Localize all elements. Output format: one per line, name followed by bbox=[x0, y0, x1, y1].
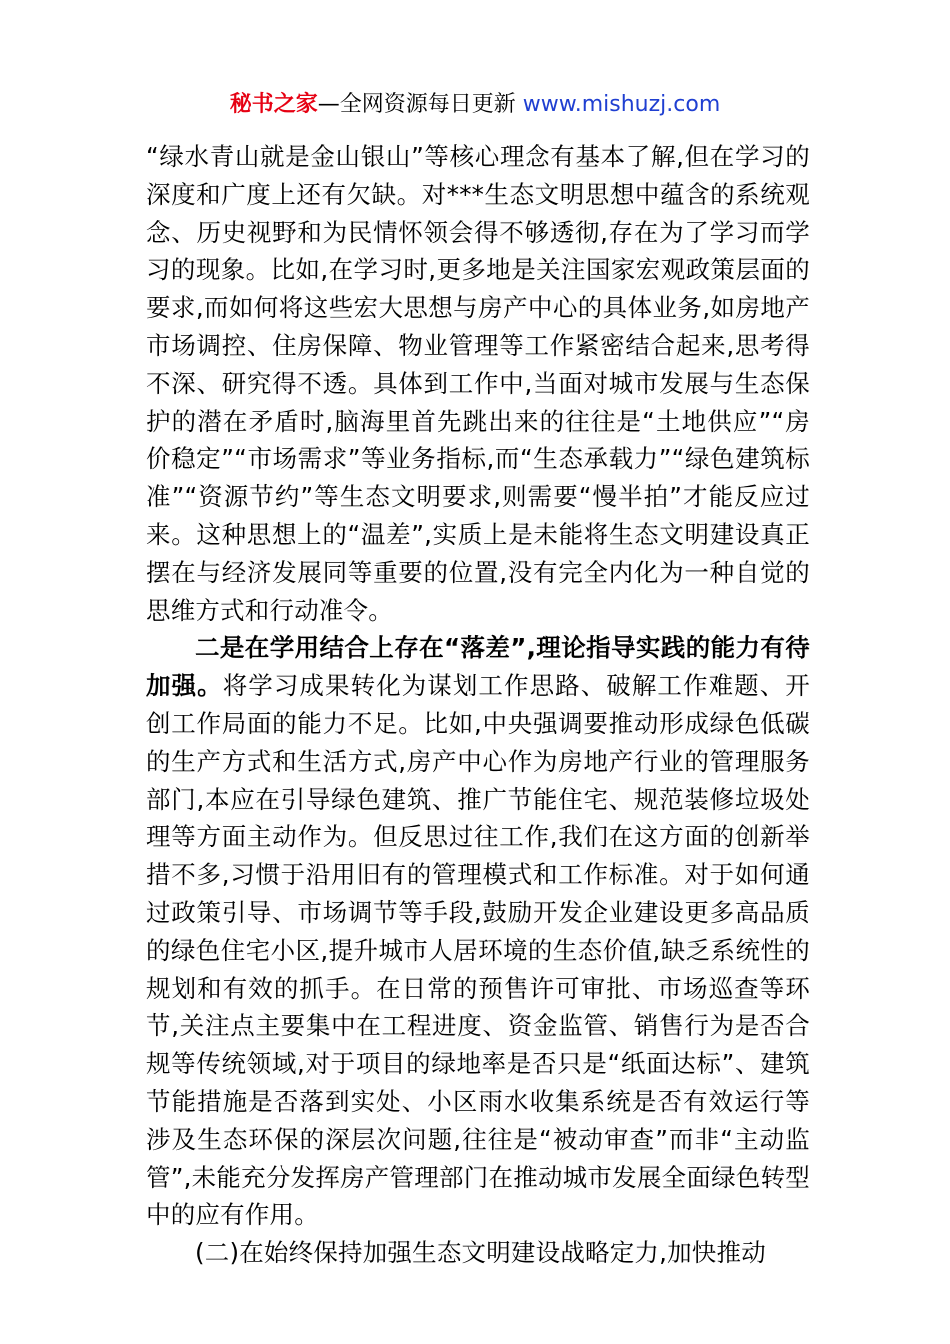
paragraph-2 bbox=[146, 629, 810, 1234]
paragraph-1: “绿水青山就是金山银山”等核心理念有基本了解,但在学习的深度和广度上还有欠缺。对***生态文明思想中蕴含的系统观念、历史视野和为民情怀领会得不够透彻,存在为了学习而学习的现象。比如,在学习时,更多地是关注国家宏观政策层面的要求,而如何将这些宏大思想与房产中心的具体业务,如房地产市场调控、住房保障、物业管理等工作紧密结合起来,思考得不深、研究得不透。具体到工作中,当面对城市发展与生态保护的潜在矛盾时,脑海里首先跳出来的往往是“土地供应”“房价稳定”“市场需求”等业务指标,而“生态承载力”“绿色建筑标准”“资源节约”等生态文明要求,则需要“慢半拍”才能反应过来。这种思想上的“温差”,实质上是未能将生态文明建设真正摆在与经济发展同等重要的位置,没有完全内化为一种自觉的思维方式和行动准令。 bbox=[146, 142, 810, 625]
site-url[interactable]: www.mishuzj.com bbox=[522, 92, 721, 117]
document-body bbox=[146, 138, 810, 1272]
page-header bbox=[0, 88, 950, 122]
paragraph-3: (二)在始终保持加强生态文明建设战略定力,加快推动 bbox=[195, 1238, 766, 1268]
header-tagline: —全网资源每日更新 bbox=[317, 92, 523, 117]
paragraph-2-text: 将学习成果转化为谋划工作思路、破解工作难题、开创工作局面的能力不足。比如,中央强调要推动形成绿色低碳的生产方式和生活方式,房产中心作为房地产行业的管理服务部门,本应在引导绿色建筑、推广节能住宅、规范装修垃圾处理等方面主动作为。但反思过往工作,我们在这方面的创新举措不多,习惯于沿用旧有的管理模式和工作标准。对于如何通过政策引导、市场调节等手段,鼓励开发企业建设更多高品质的绿色住宅小区,提升城市人居环境的生态价值,缺乏系统性的规划和有效的抓手。在日常的预售许可审批、市场巡查等环节,关注点主要集中在工程进度、资金监管、销售行为是否合规等传统领域,对于项目的绿地率是否只是“纸面达标”、建筑节能措施是否落到实处、小区雨水收集系统是否有效运行等涉及生态环保的深层次问题,往往是“被动审查”而非“主动监管”,未能充分发挥房产管理部门在推动城市发展全面绿色转型中的应有作用。 bbox=[146, 671, 810, 1230]
paragraph-2-heading: 二是在学用结合上存在“落差”,理论指导实践的能力有待加强。 bbox=[146, 633, 810, 701]
brand-name: 秘书之家 bbox=[229, 92, 318, 117]
